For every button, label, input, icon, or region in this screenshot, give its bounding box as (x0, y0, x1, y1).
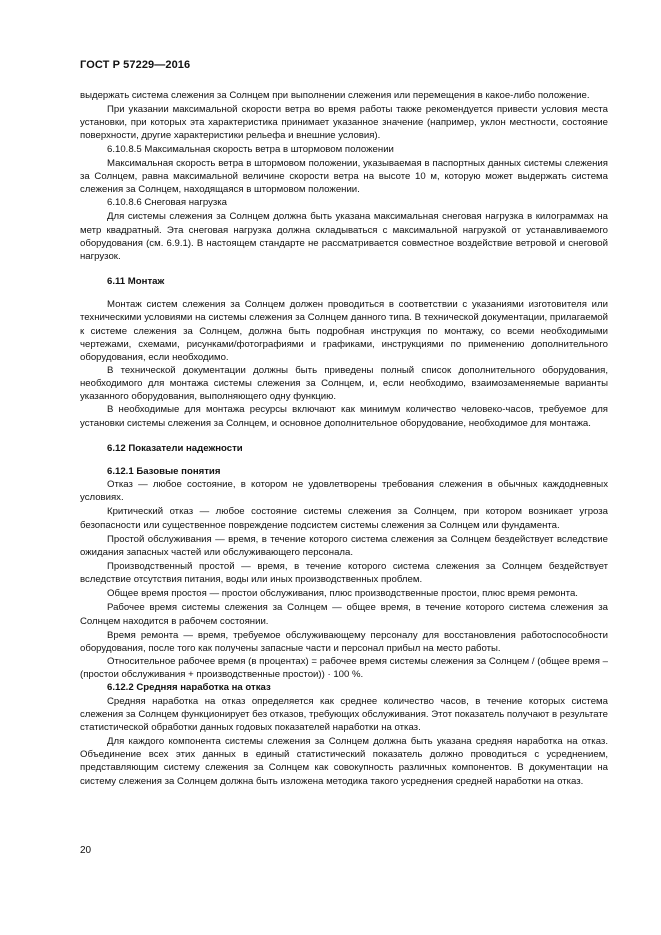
paragraph: В необходимые для монтажа ресурсы включают как минимум количество человеко-часов, требуемое для установки системы слежения за Солнцем, и основное дополнительное оборудование, необходимое для монтажа. (80, 404, 608, 429)
paragraph: Время ремонта — время, требуемое обслуживающему персоналу для восстановления работоспособности оборудования, после того как получены запасные части и персонал прибыл на место работы. (80, 629, 608, 654)
clause-heading-6-10-8-6: 6.10.8.6 Снеговая нагрузка (107, 197, 228, 209)
paragraph: выдержать система слежения за Солнцем при выполнении слежения или перемещения в какое-либо положение. (80, 90, 590, 101)
paragraph: Критический отказ — любое состояние системы слежения за Солнцем, при котором возникает угроза безопасности или существенное повреждение подсистем системы слежения за Солнцем или фундамента. (80, 506, 608, 531)
paragraph: Простой обслуживания — время, в течение которого система слежения за Солнцем бездействует вследствие ожидания запасных частей или обслуживающего персонала. (80, 533, 608, 558)
subsection-heading-6-12-2: 6.12.2 Средняя наработка на отказ (107, 682, 271, 694)
paragraph: Отказ — любое состояние, в котором не удовлетворены требования слежения в обычных каждодневных условиях. (80, 479, 608, 504)
page-number: 20 (80, 845, 92, 856)
paragraph: Для каждого компонента системы слежения за Солнцем должна быть указана средняя наработка на отказ. Объединение всех этих данных в единый статистический показатель должно проводиться с усреднением, представляющим систему слежения за Солнцем как совокупность различных компонентов. В документации на систему слежения за Солнцем должна быть изложена методика такого усреднения средней наработки на отказ. (80, 736, 608, 787)
paragraph: Общее время простоя — простои обслуживания, плюс производственные простои, плюс время ремонта. (107, 588, 578, 600)
paragraph: Максимальная скорость ветра в штормовом положении, указываемая в паспортных данных системы слежения за Солнцем, равна максимальной величине скорости ветра на высоте 10 м, которую может выдержать система слежения за Солнцем, находящаяся в штормовом положении. (80, 157, 608, 196)
paragraph: Относительное рабочее время (в процентах) = рабочее время системы слежения за Солнцем / (общее время – (простои обслуживания + производственные простои)) · 100 %. (80, 656, 608, 681)
document-code-header: ГОСТ Р 57229—2016 (80, 59, 191, 71)
subsection-heading-6-12-1: 6.12.1 Базовые понятия (107, 465, 221, 477)
paragraph: В технической документации должны быть приведены полный список дополнительного оборудования, необходимого для монтажа системы слежения за Солнцем, и, если необходимо, взаимозаменяемые варианты указанного оборудования, выполняющего одну функцию. (80, 364, 608, 403)
section-heading-6-11: 6.11 Монтаж (107, 276, 165, 288)
paragraph: Для системы слежения за Солнцем должна быть указана максимальная снеговая нагрузка в килограммах на метр квадратный. Эта снеговая нагрузка должна складываться с максимальной нагрузкой от устанавливаемого оборудования (см. 6.9.1). В настоящем стандарте не рассматривается совместное воздействие ветровой и снеговой нагрузок. (80, 211, 608, 262)
paragraph: Производственный простой — время, в течение которого система слежения за Солнцем бездействует вследствие отсутствия питания, воды или иных производственных проблем. (80, 561, 608, 586)
paragraph: Средняя наработка на отказ определяется как среднее количество часов, в течение которых система слежения за Солнцем функционирует без отказов, требующих обслуживания. Этот показатель получают в результате статистической обработки данных годовых показателей наработки на отказ. (80, 695, 608, 733)
section-heading-6-12: 6.12 Показатели надежности (107, 442, 243, 454)
paragraph: Монтаж систем слежения за Солнцем должен проводиться в соответствии с указаниями изготовителя или техническими условиями на системы слежения за Солнцем данного типа. В технической документации, прилагаемой к системе слежения за Солнцем, должна быть подробная инструкция по монтажу, со всеми необходимыми чертежами, схемами, рисунками/фотографиями и графиками, инструкциями по применению дополнительного оборудования, если необходимо. (80, 299, 608, 363)
clause-heading-6-10-8-5: 6.10.8.5 Максимальная скорость ветра в штормовом положении (107, 143, 394, 155)
paragraph: При указании максимальной скорости ветра во время работы также рекомендуется привести условия места установки, при которых эта характеристика принимает указанное значение (например, уклон местности, состояние поверхности, другие характеристики рельефа и внешние условия). (80, 104, 608, 142)
page-body (80, 89, 608, 788)
paragraph: Рабочее время системы слежения за Солнцем — общее время, в течение которого система слежения за Солнцем находится в рабочем состоянии. (80, 602, 608, 627)
